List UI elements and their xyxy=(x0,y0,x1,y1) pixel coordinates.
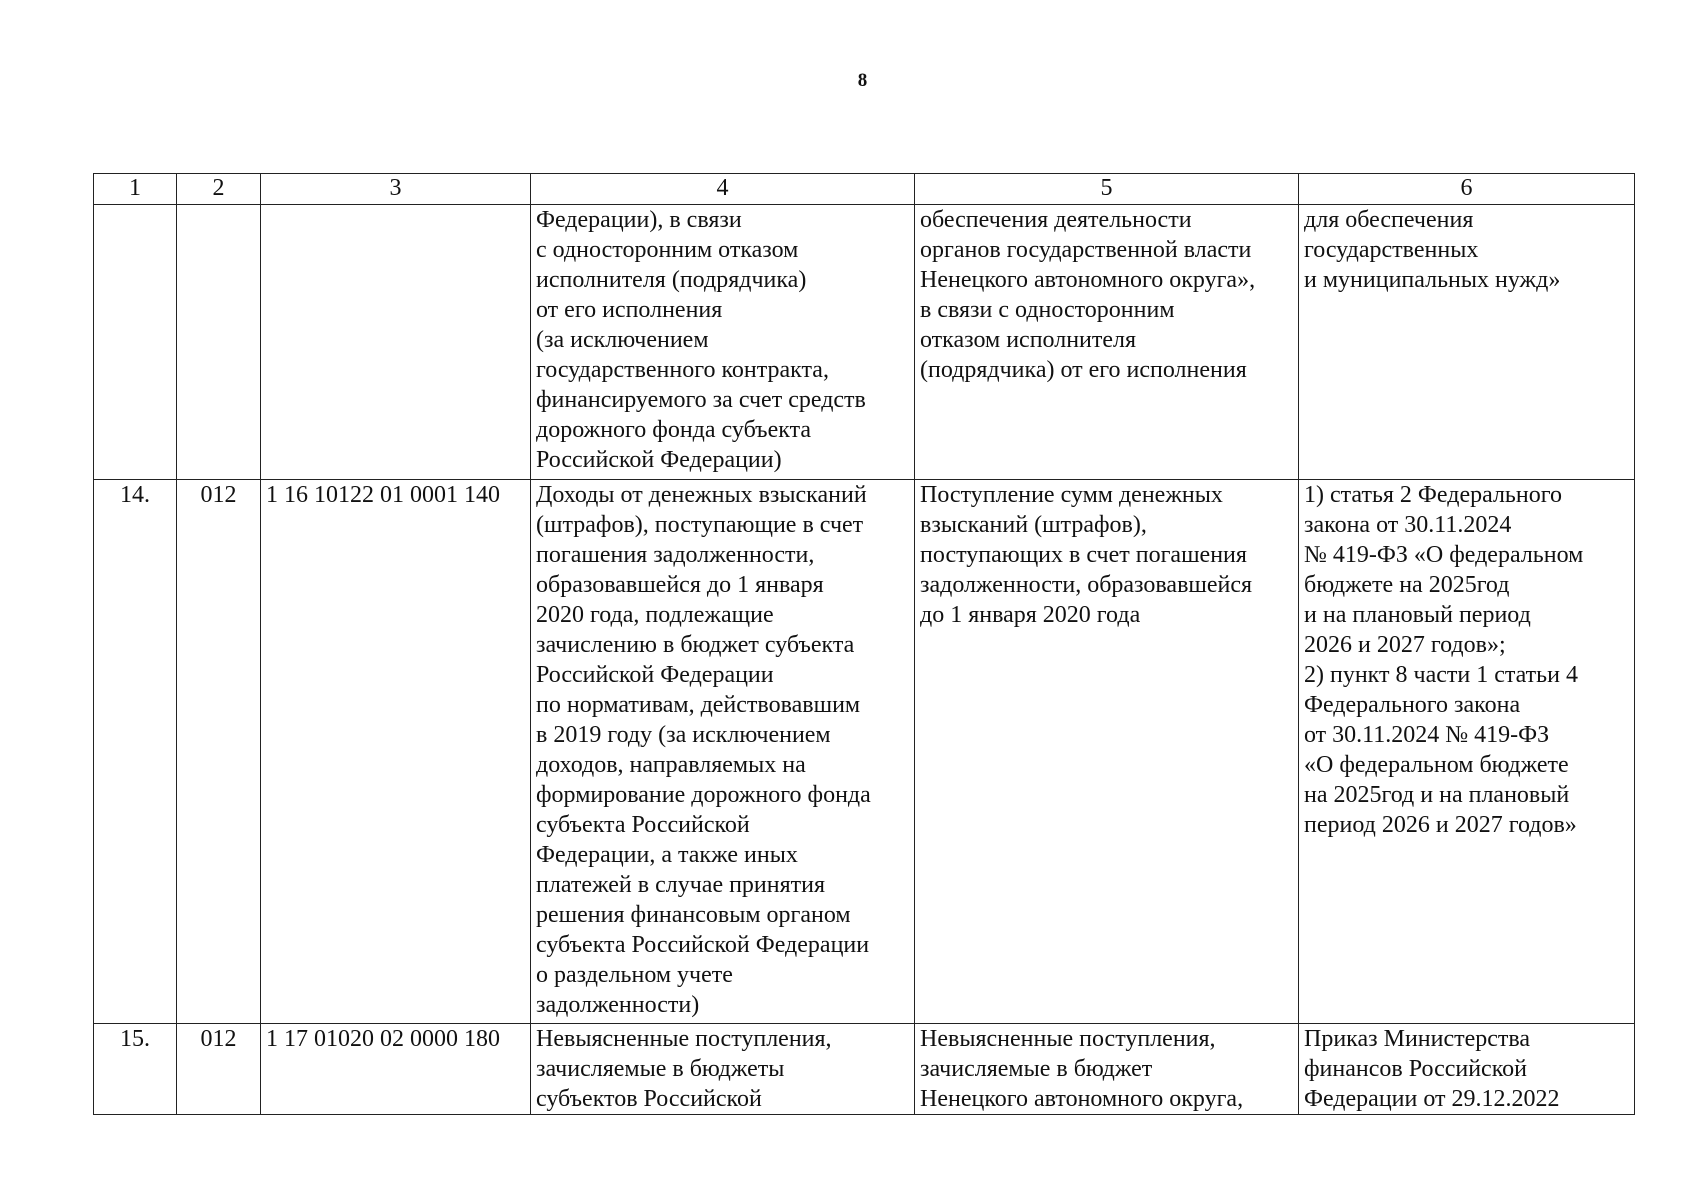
administrator-code-cell: 012 xyxy=(177,480,261,1024)
legal-basis-cell: Приказ Министерства финансов Российской Федерации от 29.12.2022 xyxy=(1299,1024,1635,1115)
column-header-2: 2 xyxy=(177,174,261,205)
column-header-3: 3 xyxy=(261,174,531,205)
administrator-code-cell xyxy=(177,205,261,480)
legal-basis-cell: 1) статья 2 Федерального закона от 30.11.2024 № 419-ФЗ «О федеральном бюджете на 2025год и на плановый период 2026 и 2027 годов»; 2) пункт 8 части 1 статьи 4 Федерального закона от 30.11.2024 № 419-ФЗ «О федеральном бюджете на 2025год и на плановый период 2026 и 2027 годов» xyxy=(1299,480,1635,1024)
budget-code-cell: 1 16 10122 01 0001 140 xyxy=(261,480,531,1024)
column-header-4: 4 xyxy=(531,174,915,205)
column-header-6: 6 xyxy=(1299,174,1635,205)
table-row-continued xyxy=(94,205,1635,480)
table-row-15 xyxy=(94,1024,1635,1115)
page-number: 8 xyxy=(857,70,868,91)
administrator-code-cell: 012 xyxy=(177,1024,261,1115)
revenue-description-cell: Поступление сумм денежных взысканий (штрафов), поступающих в счет погашения задолженности, образовавшейся до 1 января 2020 года xyxy=(915,480,1299,1024)
revenue-description-cell: Невыясненные поступления, зачисляемые в бюджет Ненецкого автономного округа, xyxy=(915,1024,1299,1115)
revenue-name-cell: Невыясненные поступления, зачисляемые в бюджеты субъектов Российской xyxy=(531,1024,915,1115)
column-header-1: 1 xyxy=(94,174,177,205)
legal-basis-cell: для обеспечения государственных и муниципальных нужд» xyxy=(1299,205,1635,480)
column-header-5: 5 xyxy=(915,174,1299,205)
revenue-description-cell: обеспечения деятельности органов государственной власти Ненецкого автономного округа», в связи с односторонним отказом исполнителя (подрядчика) от его исполнения xyxy=(915,205,1299,480)
budget-code-cell xyxy=(261,205,531,480)
revenue-codes-table xyxy=(93,173,1635,1115)
revenue-name-cell: Федерации), в связи с односторонним отказом исполнителя (подрядчика) от его исполнения (за исключением государственного контракта, финансируемого за счет средств дорожного фонда субъекта Российской Федерации) xyxy=(531,205,915,480)
row-number-cell: 14. xyxy=(94,480,177,1024)
table-row-14 xyxy=(94,480,1635,1024)
row-number-cell xyxy=(94,205,177,480)
budget-code-cell: 1 17 01020 02 0000 180 xyxy=(261,1024,531,1115)
row-number-cell: 15. xyxy=(94,1024,177,1115)
table-header-row xyxy=(94,174,1635,205)
revenue-name-cell: Доходы от денежных взысканий (штрафов), поступающие в счет погашения задолженности, образовавшейся до 1 января 2020 года, подлежащие зачислению в бюджет субъекта Российской Федерации по нормативам, действовавшим в 2019 году (за исключением доходов, направляемых на формирование дорожного фонда субъекта Российской Федерации, а также иных платежей в случае принятия решения финансовым органом субъекта Российской Федерации о раздельном учете задолженности) xyxy=(531,480,915,1024)
